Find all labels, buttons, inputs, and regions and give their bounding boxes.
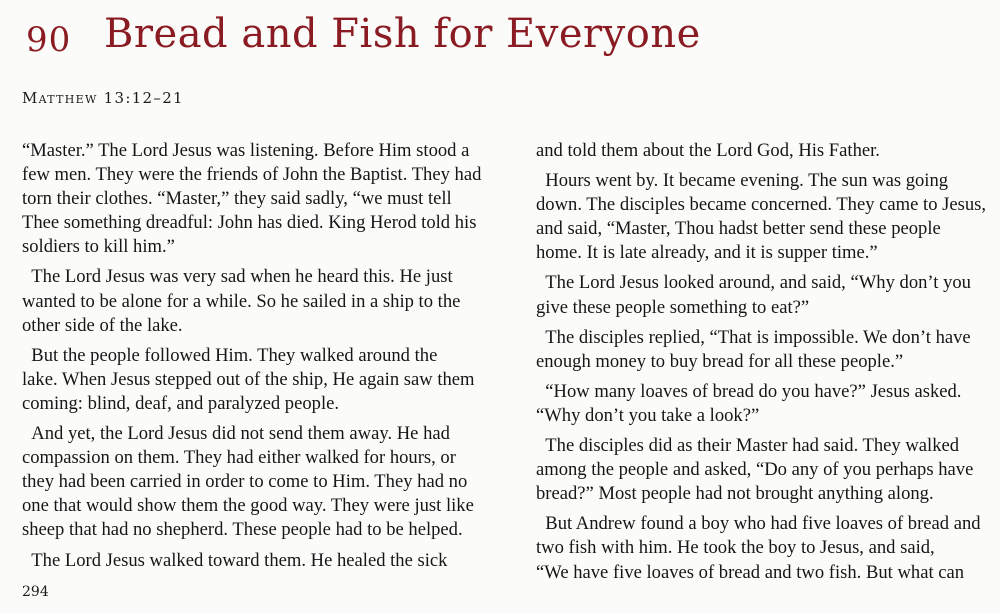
text-line: few men. They were the friends of John the Baptist. They had (22, 164, 482, 186)
text-line: The disciples did as their Master had said. They walked (536, 435, 960, 457)
text-line: down. The disciples became concerned. They came to Jesus, (536, 194, 987, 216)
text-line: and told them about the Lord God, His Father. (536, 140, 880, 161)
paragraph (536, 139, 996, 163)
text-line: “How many loaves of bread do you have?” Jesus asked. (536, 380, 962, 402)
text-line: Hours went by. It became evening. The sun was going (536, 170, 949, 192)
paragraph (22, 139, 512, 259)
text-line: home. It is late already, and it is supper time.” (536, 242, 878, 264)
text-line: enough money to buy bread for all these people.” (536, 350, 904, 372)
text-line: other side of the lake. (22, 314, 183, 336)
text-line: compassion on them. They had either walked for hours, or (22, 447, 456, 469)
left-text-column (22, 139, 512, 573)
text-line: wanted to be alone for a while. So he sailed in a ship to the (22, 290, 461, 312)
text-line: torn their clothes. “Master,” they said sadly, “we must tell (22, 188, 452, 210)
text-line: lake. When Jesus stepped out of the ship, He again saw them (22, 368, 475, 390)
text-line: The Lord Jesus was very sad when he heard this. He just (22, 266, 453, 288)
paragraph (22, 422, 512, 542)
chapter-number: 90 (26, 20, 72, 60)
text-line: bread?” Most people had not brought anything along. (536, 483, 934, 505)
text-line: give these people something to eat?” (536, 296, 810, 318)
text-line: coming: blind, deaf, and paralyzed people. (22, 392, 340, 414)
text-line: among the people and asked, “Do any of you perhaps have (536, 459, 974, 481)
text-line: one that would show them the good way. They were just like (22, 495, 474, 517)
text-line: and said, “Master, Thou hadst better send these people (536, 218, 941, 240)
paragraph (536, 434, 996, 506)
paragraph (536, 512, 996, 584)
paragraph (536, 169, 996, 265)
paragraph (536, 271, 996, 319)
right-text-column (536, 139, 996, 585)
text-line: The Lord Jesus looked around, and said, “Why don’t you (536, 272, 971, 294)
text-line: But Andrew found a boy who had five loaves of bread and (536, 513, 981, 535)
text-line: they had been carried in order to come to Him. They had no (22, 471, 468, 493)
paragraph (536, 326, 996, 374)
text-line: Thee something dreadful: John has died. King Herod told his (22, 212, 477, 234)
text-line: And yet, the Lord Jesus did not send them away. He had (22, 423, 450, 445)
chapter-title: Bread and Fish for Everyone (104, 11, 701, 57)
paragraph (22, 265, 512, 337)
text-line: “Why don’t you take a look?” (536, 404, 760, 426)
text-line: But the people followed Him. They walked around the (22, 344, 438, 366)
paragraph (536, 380, 996, 428)
scripture-reference: Matthew 13:12–21 (22, 89, 184, 107)
text-line: “We have five loaves of bread and two fish. But what can (536, 561, 965, 583)
text-line: sheep that had no shepherd. These people had to be helped. (22, 519, 463, 541)
paragraph (22, 549, 512, 573)
page-number: 294 (22, 584, 49, 600)
text-line: two fish with him. He took the boy to Jesus, and said, (536, 537, 935, 559)
paragraph (22, 344, 512, 416)
text-line: “Master.” The Lord Jesus was listening. Before Him stood a (22, 140, 470, 161)
text-line: The Lord Jesus walked toward them. He healed the sick (22, 549, 448, 571)
text-line: The disciples replied, “That is impossible. We don’t have (536, 326, 971, 348)
text-line: soldiers to kill him.” (22, 236, 175, 258)
